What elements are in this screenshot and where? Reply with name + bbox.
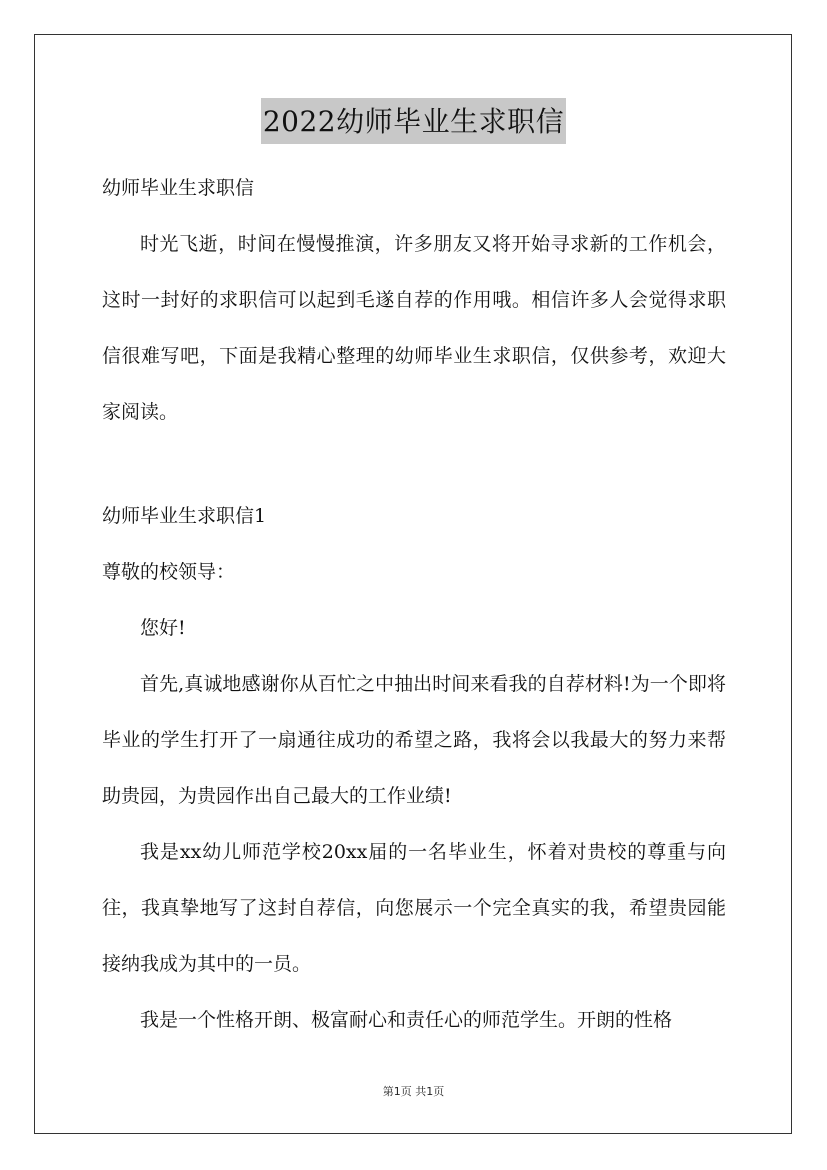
salutation: 尊敬的校领导： xyxy=(102,561,236,583)
section-heading: 幼师毕业生求职信 xyxy=(102,177,255,199)
title-container xyxy=(0,98,827,144)
letter-heading: 幼师毕业生求职信1 xyxy=(102,505,267,527)
greeting: 您好! xyxy=(140,617,186,639)
document-title: 2022幼师毕业生求职信 xyxy=(261,98,566,144)
body-paragraph: 我是一个性格开朗、极富耐心和责任心的师范学生。开朗的性格 xyxy=(140,1009,673,1031)
body-paragraph: 首先,真诚地感谢你从百忙之中抽出时间来看我的自荐材料!为一个即将毕业的学生打开了一扇通往成功的希望之路，我将会以我最大的努力来帮助贵园，为贵园作出自己最大的工作业绩! xyxy=(102,673,726,807)
page-footer: 第1页 共1页 xyxy=(382,1085,445,1098)
body-paragraph: 我是xx幼儿师范学校20xx届的一名毕业生，怀着对贵校的尊重与向往，我真挚地写了这封自荐信，向您展示一个完全真实的我，希望贵园能接纳我成为其中的一员。 xyxy=(102,841,726,975)
blank-line xyxy=(102,440,726,488)
document-body xyxy=(102,160,726,1048)
intro-paragraph: 时光飞逝，时间在慢慢推演，许多朋友又将开始寻求新的工作机会，这时一封好的求职信可以起到毛遂自荐的作用哦。相信许多人会觉得求职信很难写吧，下面是我精心整理的幼师毕业生求职信，仅供参考，欢迎大家阅读。 xyxy=(102,233,726,423)
